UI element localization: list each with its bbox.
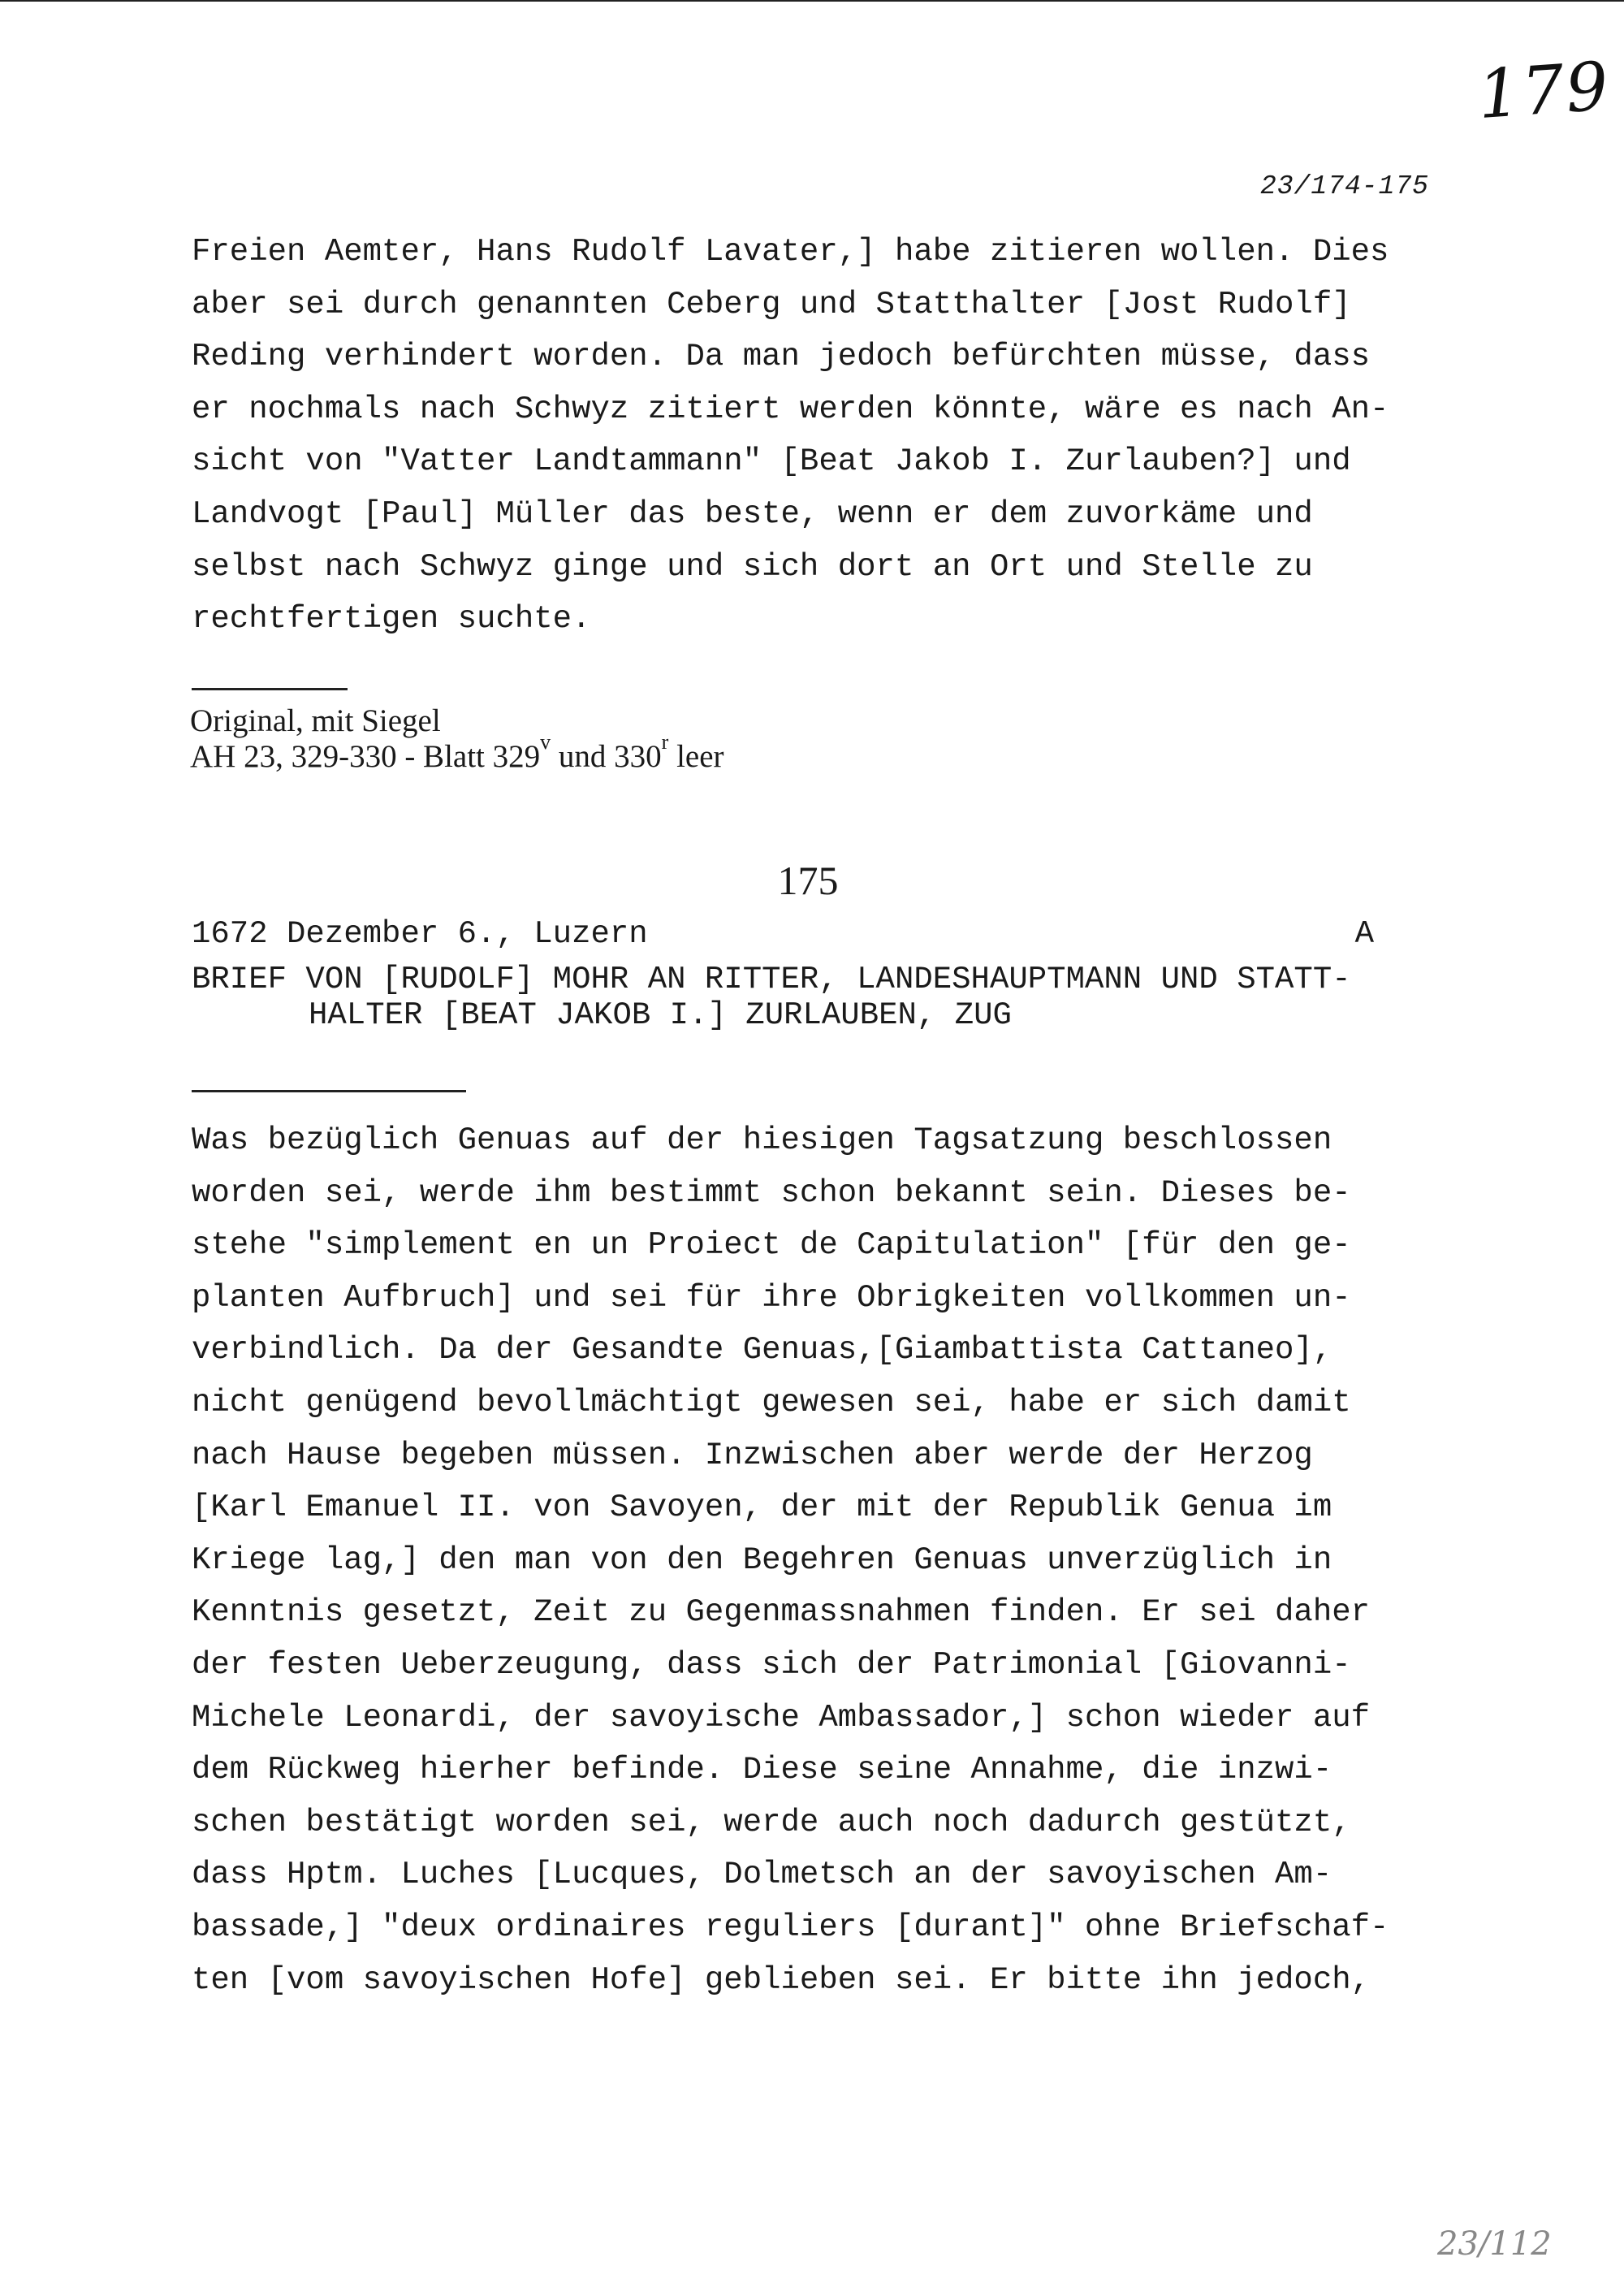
heading-line: HALTER [BEAT JAKOB I.] ZURLAUBEN, ZUG bbox=[309, 997, 1012, 1033]
archive-line-reference: AH 23, 329-330 - Blatt 329$^v$ und 330$^r$ leer bbox=[190, 730, 724, 774]
text-line: planten Aufbruch] und sei für ihre Obrigkeiten vollkommen un- bbox=[192, 1279, 1351, 1316]
section-divider bbox=[192, 688, 348, 690]
text-line: verbindlich. Da der Gesandte Genuas,[Giambattista Cattaneo], bbox=[192, 1332, 1332, 1369]
heading-divider bbox=[192, 1090, 466, 1092]
text-line: Reding verhindert worden. Da man jedoch befürchten müsse, dass bbox=[192, 339, 1371, 375]
handwritten-page-number: 179 bbox=[1475, 48, 1613, 135]
text-line: Freien Aemter, Hans Rudolf Lavater,] habe zitieren wollen. Dies bbox=[192, 234, 1389, 270]
text-line: worden sei, werde ihm bestimmt schon bekannt sein. Dieses be- bbox=[192, 1174, 1351, 1211]
text-line: Was bezüglich Genuas auf der hiesigen Tagsatzung beschlossen bbox=[192, 1122, 1332, 1158]
text-line: selbst nach Schwyz ginge und sich dort an Ort und Stelle zu bbox=[192, 548, 1313, 585]
text-line: bassade,] "deux ordinaires reguliers [durant]" ohne Briefschaf- bbox=[192, 1909, 1389, 1945]
document-heading bbox=[192, 962, 1351, 1033]
text-line: der festen Ueberzeugung, dass sich der Patrimonial [Giovanni- bbox=[192, 1646, 1351, 1683]
text-line: er nochmals nach Schwyz zitiert werden könnte, wäre es nach An- bbox=[192, 391, 1389, 427]
text-line: schen bestätigt worden sei, werde auch noch dadurch gestützt, bbox=[192, 1804, 1351, 1840]
document-number: 175 bbox=[777, 858, 839, 903]
text-line: Landvogt [Paul] Müller das beste, wenn er dem zuvorkäme und bbox=[192, 495, 1313, 532]
document-reference: 23/174-175 bbox=[1259, 171, 1429, 201]
paragraph-main bbox=[192, 1114, 1389, 2006]
text-line: aber sei durch genannten Ceberg und Statthalter [Jost Rudolf] bbox=[192, 286, 1351, 322]
text-line: stehe "simplement en un Proiect de Capitulation" [für den ge- bbox=[192, 1227, 1351, 1264]
text-line: nach Hause begeben müssen. Inzwischen aber werde der Herzog bbox=[192, 1437, 1313, 1473]
text-line: Kriege lag,] den man von den Begehren Genuas unverzüglich in bbox=[192, 1541, 1332, 1578]
text-line: dass Hptm. Luches [Lucques, Dolmetsch an der savoyischen Am- bbox=[192, 1857, 1332, 1893]
text-line: rechtfertigen suchte. bbox=[192, 601, 591, 638]
text-line: nicht genügend bevollmächtigt gewesen sei, habe er sich damit bbox=[192, 1384, 1351, 1420]
text-line: Michele Leonardi, der savoyische Ambassador,] schon wieder auf bbox=[192, 1699, 1371, 1736]
date-place-line bbox=[192, 908, 1374, 960]
page-top-edge bbox=[0, 0, 1624, 2]
archive-note bbox=[190, 703, 724, 775]
archive-line-original: Original, mit Siegel bbox=[190, 703, 441, 738]
footer-handwritten-mark: 23/112 bbox=[1437, 2225, 1552, 2263]
text-line: dem Rückweg hierher befinde. Diese seine Annahme, die inzwi- bbox=[192, 1752, 1332, 1788]
text-line: ten [vom savoyischen Hofe] geblieben sei. Er bitte ihn jedoch, bbox=[192, 1961, 1371, 1998]
letter-code: A bbox=[1354, 916, 1374, 952]
text-line: sicht von "Vatter Landtammann" [Beat Jakob I. Zurlauben?] und bbox=[192, 443, 1351, 480]
date-place: 1672 Dezember 6., Luzern bbox=[192, 916, 648, 952]
text-line: [Karl Emanuel II. von Savoyen, der mit der Republik Genua im bbox=[192, 1490, 1332, 1526]
text-line: Kenntnis gesetzt, Zeit zu Gegenmassnahmen finden. Er sei daher bbox=[192, 1594, 1371, 1631]
paragraph-top bbox=[192, 226, 1389, 646]
heading-line: BRIEF VON [RUDOLF] MOHR AN RITTER, LANDESHAUPTMANN UND STATT- bbox=[192, 962, 1351, 997]
